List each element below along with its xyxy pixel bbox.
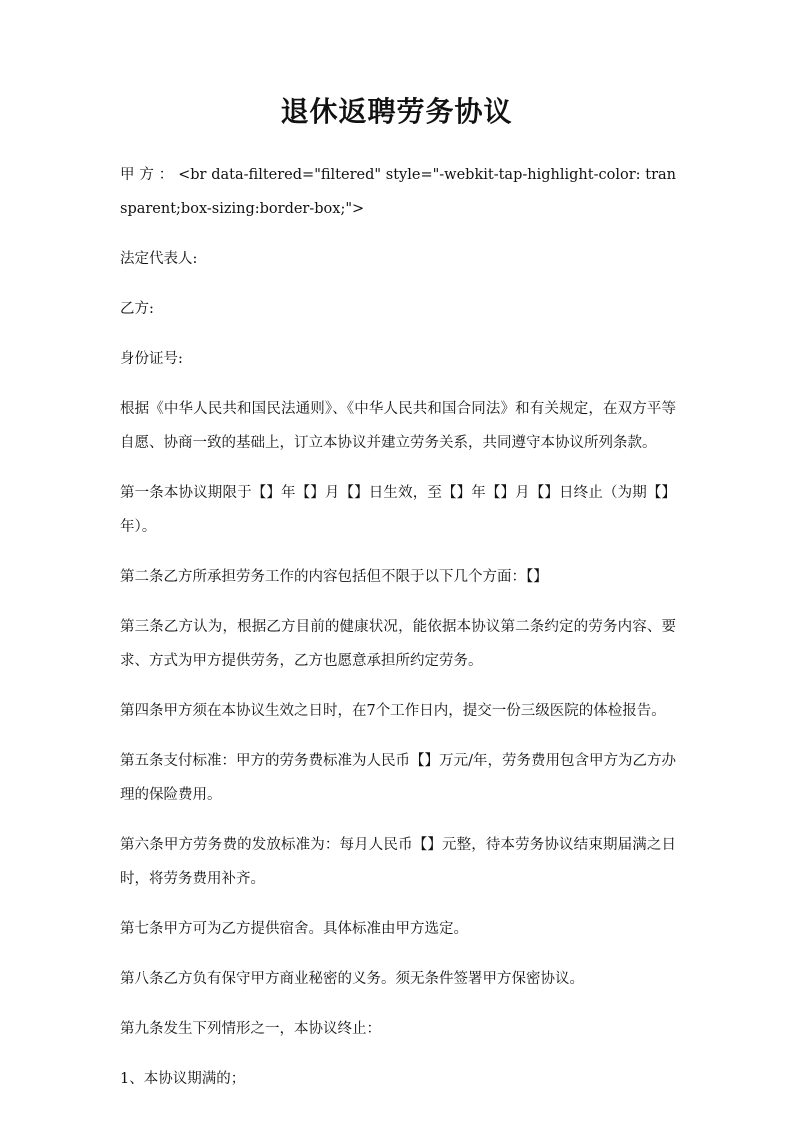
document-body bbox=[120, 158, 676, 1112]
article-5: 第五条支付标准：甲方的劳务费标准为人民币【】万元/年，劳务费用包含甲方为乙方办理的保险费用。 bbox=[120, 753, 676, 803]
preamble-paragraph: 根据《中华人民共和国民法通则》、《中华人民共和国合同法》和有关规定，在双方平等自愿、协商一致的基础上，订立本协议并建立劳务关系，共同遵守本协议所列条款。 bbox=[120, 401, 676, 451]
article-4: 第四条甲方须在本协议生效之日时，在7个工作日内，提交一份三级医院的体检报告。 bbox=[120, 703, 666, 719]
party-a-line: 甲 方 ： <br data-filtered="filtered" style="-webkit-tap-highlight-color: transparent;box-sizing:border-box;"> bbox=[120, 167, 676, 217]
article-6: 第六条甲方劳务费的发放标准为：每月人民币【】元整，待本劳务协议结束期届满之日时，将劳务费用补齐。 bbox=[120, 837, 676, 887]
document-title: 退休返聘劳务协议 bbox=[280, 95, 513, 128]
termination-item-1: 1、本协议期满的； bbox=[120, 1071, 246, 1087]
article-1: 第一条本协议期限于【】年【】月【】日生效，至【】年【】月【】日终止（为期【】年）。 bbox=[120, 485, 676, 535]
article-9: 第九条发生下列情形之一，本协议终止： bbox=[120, 1021, 381, 1037]
id-number-line: 身份证号: bbox=[120, 351, 183, 367]
party-b-line: 乙方: bbox=[120, 301, 154, 317]
article-7: 第七条甲方可为乙方提供宿舍。具体标准由甲方选定。 bbox=[120, 921, 468, 937]
article-3: 第三条乙方认为，根据乙方目前的健康状况，能依据本协议第二条约定的劳务内容、要求、方式为甲方提供劳务，乙方也愿意承担所约定劳务。 bbox=[120, 619, 676, 669]
article-2: 第二条乙方所承担劳务工作的内容包括但不限于以下几个方面：【】 bbox=[120, 569, 548, 585]
legal-representative-line: 法定代表人: bbox=[120, 251, 198, 267]
article-8: 第八条乙方负有保守甲方商业秘密的义务。须无条件签署甲方保密协议。 bbox=[120, 971, 584, 987]
